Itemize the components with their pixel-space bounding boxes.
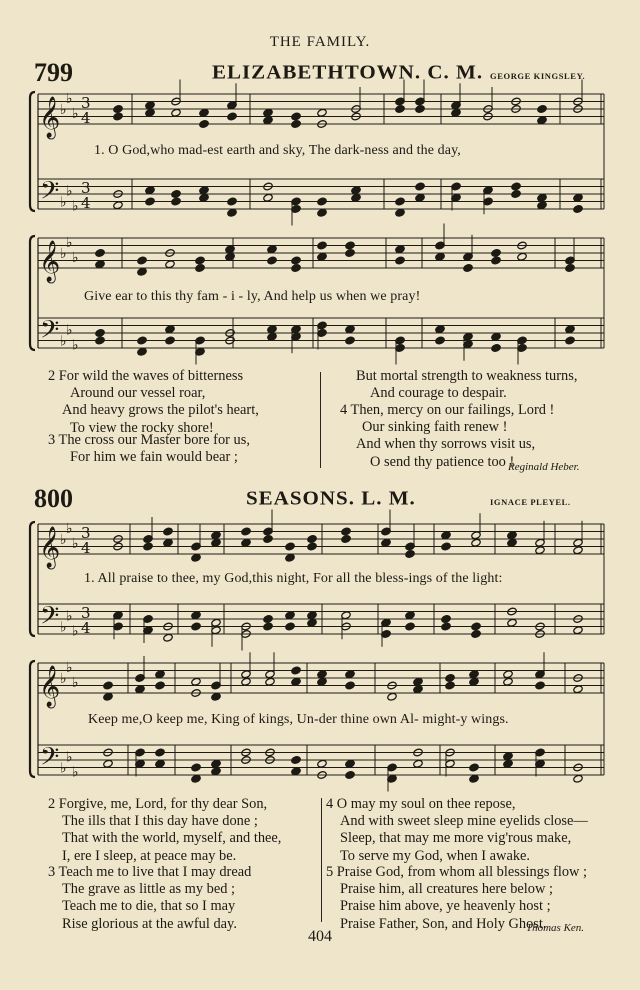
flat-icon: ♭ (66, 322, 73, 339)
flat-icon: ♭ (60, 532, 67, 548)
note-head (451, 108, 461, 117)
verse-line: Sleep, that may me more vig'rous make, (340, 830, 572, 847)
verse-stanza (326, 796, 588, 865)
bass-clef-icon: 𝄢 (40, 601, 60, 637)
note-head (195, 264, 205, 273)
author-credit: Reginald Heber. (508, 461, 580, 473)
lyric-line: 1. All praise to thee, my God,this night, For all the bless-ings of the light: (84, 571, 503, 586)
note-head (469, 763, 479, 772)
note-head (345, 249, 355, 258)
lyric-line: 1. O God,who mad-est earth and sky, The dark-ness and the day, (94, 143, 461, 158)
note-head (199, 186, 209, 195)
note-head (155, 748, 165, 757)
note-head (95, 249, 105, 258)
note-head (113, 112, 123, 121)
flat-icon: ♭ (60, 194, 67, 211)
note-head (103, 681, 113, 690)
flat-icon: ♭ (66, 659, 73, 676)
note-head (195, 256, 205, 265)
system-brace (30, 92, 35, 211)
note-head (95, 329, 105, 338)
note-head (155, 670, 165, 679)
flat-icon: ♭ (72, 198, 79, 215)
note-head (413, 677, 423, 686)
note-head (491, 344, 501, 353)
verse-line: The grave as little as my bed ; (62, 881, 236, 898)
note-head (565, 264, 575, 273)
note-head (199, 120, 209, 129)
note-head (171, 108, 181, 117)
treble-clef-icon: 𝄞 (39, 241, 61, 282)
verse-line: O send thy patience too ! (370, 453, 515, 470)
note-head (211, 767, 221, 776)
flat-icon: ♭ (60, 333, 67, 350)
note-head (307, 611, 317, 620)
verse-line: 2 For wild the waves of bitterness (48, 368, 244, 384)
note-head (241, 527, 251, 536)
note-head (191, 763, 201, 772)
note-head (345, 325, 355, 334)
flat-icon: ♭ (72, 337, 79, 354)
flat-icon: ♭ (72, 674, 79, 691)
note-head (263, 535, 273, 544)
flat-icon: ♭ (66, 183, 73, 200)
note-head (145, 108, 155, 117)
note-head (573, 546, 583, 555)
note-head (137, 336, 147, 345)
note-head (241, 538, 251, 547)
note-head (171, 197, 181, 206)
verse-line: 3 Teach me to live that I may dread (48, 864, 252, 880)
note-head (345, 771, 355, 780)
composer-name: GEORGE KINGSLEY. (490, 71, 586, 81)
verse-line: 5 Praise God, from whom all blessings flow ; (326, 864, 588, 880)
note-head (345, 681, 355, 690)
note-head (491, 332, 501, 341)
verse-line: To view the rocky shore! (70, 419, 214, 436)
note-head (435, 252, 445, 261)
note-head (387, 692, 397, 701)
note-head (165, 336, 175, 345)
verse-line: I, ere I sleep, at peace may be. (62, 847, 237, 864)
flat-icon: ♭ (66, 520, 73, 537)
note-head (211, 538, 221, 547)
note-head (565, 336, 575, 345)
note-head (291, 264, 301, 273)
note-head (503, 670, 513, 679)
note-head (573, 205, 583, 214)
note-head (435, 325, 445, 334)
verse-line: But mortal strength to weakness turns, (356, 368, 578, 384)
composer-name: IGNACE PLEYEL. (490, 497, 571, 507)
note-head (341, 527, 351, 536)
note-head (537, 201, 547, 210)
note-head (113, 201, 123, 210)
hymn-number: 799 (34, 58, 73, 87)
note-head (265, 677, 275, 686)
note-head (103, 692, 113, 701)
note-head (285, 622, 295, 631)
note-head (351, 193, 361, 202)
note-head (317, 252, 327, 261)
note-head (145, 197, 155, 206)
note-head (171, 190, 181, 199)
flat-icon: ♭ (72, 764, 79, 781)
note-head (469, 677, 479, 686)
note-head (191, 611, 201, 620)
note-head (405, 550, 415, 559)
flat-icon: ♭ (60, 671, 67, 687)
note-head (317, 208, 327, 217)
bass-clef-icon: 𝄢 (40, 315, 60, 351)
tune-title: ELIZABETHTOWN. C. M. (212, 60, 484, 84)
note-head (103, 759, 113, 768)
note-head (507, 531, 517, 540)
verse-line: And when thy sorrows visit us, (356, 436, 536, 453)
verse-line: Praise him, all creatures here below ; (340, 881, 553, 898)
note-head (405, 622, 415, 631)
verse-line: And courage to despair. (370, 385, 507, 402)
note-head (345, 670, 355, 679)
note-head (113, 105, 123, 114)
note-head (291, 666, 301, 675)
note-head (211, 692, 221, 701)
verse-line: Teach me to die, that so I may (62, 898, 236, 915)
note-head (405, 611, 415, 620)
note-head (415, 182, 425, 191)
note-head (471, 538, 481, 547)
time-signature: 4 (81, 539, 91, 557)
note-head (503, 759, 513, 768)
verse-line: To serve my God, when I awake. (340, 847, 531, 864)
flat-icon: ♭ (72, 249, 79, 266)
flat-icon: ♭ (72, 105, 79, 122)
note-head (137, 347, 147, 356)
time-signature: 4 (81, 194, 91, 212)
lyric-line: Give ear to this thy fam - i - ly, And help us when we pray! (84, 289, 421, 304)
note-head (395, 105, 405, 114)
note-head (199, 193, 209, 202)
note-head (95, 260, 105, 269)
flat-icon: ♭ (66, 608, 73, 625)
note-head (511, 182, 521, 191)
note-head (211, 759, 221, 768)
note-head (413, 759, 423, 768)
note-head (463, 264, 473, 273)
verse-line: That with the world, myself, and thee, (62, 830, 282, 847)
note-head (291, 767, 301, 776)
note-head (317, 108, 327, 117)
note-head (317, 241, 327, 250)
flat-icon: ♭ (60, 246, 67, 262)
note-head (199, 108, 209, 117)
time-signature: 4 (81, 109, 91, 127)
verse-line: 4 Then, mercy on our failings, Lord ! (340, 402, 555, 418)
note-head (565, 325, 575, 334)
verse-stanza (48, 796, 281, 865)
time-signature: 3 (81, 94, 91, 112)
note-head (285, 553, 295, 562)
note-head (345, 759, 355, 768)
note-head (445, 674, 455, 683)
time-signature: 3 (81, 604, 91, 622)
note-head (351, 186, 361, 195)
flat-icon: ♭ (60, 619, 67, 636)
note-head (291, 677, 301, 686)
note-head (227, 208, 237, 217)
note-head (317, 759, 327, 768)
note-head (317, 677, 327, 686)
note-head (395, 256, 405, 265)
note-head (517, 252, 527, 261)
note-head (285, 611, 295, 620)
note-head (241, 677, 251, 686)
note-head (395, 208, 405, 217)
note-head (395, 245, 405, 254)
verse-line: Praise him above, ye heavenly host ; (340, 898, 551, 915)
note-head (165, 325, 175, 334)
note-head (227, 197, 237, 206)
note-head (163, 527, 173, 536)
note-head (307, 535, 317, 544)
flat-icon: ♭ (72, 535, 79, 552)
note-head (263, 116, 273, 125)
note-head (137, 267, 147, 276)
treble-clef-icon: 𝄞 (39, 666, 61, 707)
note-head (573, 774, 583, 783)
note-head (163, 633, 173, 642)
note-head (537, 193, 547, 202)
verse-line: 2 Forgive, me, Lord, for thy dear Son, (48, 796, 268, 812)
note-head (155, 759, 165, 768)
verse-stanza (48, 864, 251, 933)
bass-clef-icon: 𝄢 (40, 742, 60, 778)
note-head (191, 774, 201, 783)
verse-line: Praise Father, Son, and Holy Ghost. (340, 915, 547, 932)
treble-clef-icon: 𝄞 (39, 527, 61, 568)
note-head (507, 538, 517, 547)
note-head (267, 245, 277, 254)
flat-icon: ♭ (60, 102, 67, 118)
note-head (307, 618, 317, 627)
note-head (145, 101, 155, 110)
note-head (537, 116, 547, 125)
system-brace (30, 236, 35, 350)
note-head (471, 630, 481, 639)
note-head (291, 112, 301, 121)
note-head (291, 256, 301, 265)
note-head (267, 325, 277, 334)
note-head (381, 538, 391, 547)
tune-title: SEASONS. L. M. (246, 486, 416, 510)
note-head (469, 670, 479, 679)
note-head (503, 752, 513, 761)
note-head (503, 677, 513, 686)
note-head (285, 542, 295, 551)
verse-line: For him we fain would bear ; (70, 449, 238, 466)
verse-line: 4 O may my soul on thee repose, (326, 796, 516, 812)
note-head (415, 105, 425, 114)
note-head (263, 193, 273, 202)
note-head (537, 105, 547, 114)
note-head (307, 542, 317, 551)
note-head (535, 681, 545, 690)
note-head (345, 241, 355, 250)
flat-icon: ♭ (72, 623, 79, 640)
note-head (535, 546, 545, 555)
flat-icon: ♭ (60, 760, 67, 777)
note-head (471, 622, 481, 631)
note-head (137, 256, 147, 265)
note-head (191, 553, 201, 562)
note-head (291, 120, 301, 129)
note-head (415, 193, 425, 202)
time-signature: 3 (81, 179, 91, 197)
note-head (191, 622, 201, 631)
note-head (317, 670, 327, 679)
treble-clef-icon: 𝄞 (39, 97, 61, 138)
note-head (225, 245, 235, 254)
note-head (95, 336, 105, 345)
note-head (413, 685, 423, 694)
note-head (227, 112, 237, 121)
verse-line: Rise glorious at the awful day. (62, 915, 237, 932)
note-head (225, 252, 235, 261)
time-signature: 3 (81, 524, 91, 542)
note-head (573, 193, 583, 202)
note-head (441, 622, 451, 631)
verse-line: 3 The cross our Master bore for us, (48, 432, 250, 448)
note-head (145, 186, 155, 195)
column-divider (321, 798, 322, 922)
note-head (435, 336, 445, 345)
note-head (163, 538, 173, 547)
note-head (291, 756, 301, 765)
note-head (345, 336, 355, 345)
note-head (441, 531, 451, 540)
note-head (507, 618, 517, 627)
lyric-line: Keep me,O keep me, King of kings, Un-der thine own Al- might-y wings. (88, 712, 509, 727)
author-credit: Thomas Ken. (526, 922, 585, 934)
note-head (441, 615, 451, 624)
note-head (191, 677, 201, 686)
verse-line: The ills that I this day have done ; (62, 813, 258, 830)
bass-clef-icon: 𝄢 (40, 176, 60, 212)
verse-stanza (48, 432, 250, 466)
note-head (573, 685, 583, 694)
note-head (267, 256, 277, 265)
note-head (395, 197, 405, 206)
note-head (445, 681, 455, 690)
hymn-number: 800 (34, 484, 73, 513)
verse-stanza (356, 368, 577, 402)
note-head (267, 332, 277, 341)
flat-icon: ♭ (66, 234, 73, 251)
note-head (263, 622, 273, 631)
system-brace (30, 661, 35, 777)
note-head (263, 615, 273, 624)
note-head (341, 535, 351, 544)
verse-stanza (48, 368, 259, 437)
note-head (263, 108, 273, 117)
note-head (573, 626, 583, 635)
note-head (317, 197, 327, 206)
note-head (441, 542, 451, 551)
verse-line: Our sinking faith renew ! (362, 419, 508, 436)
note-head (491, 249, 501, 258)
flat-icon: ♭ (66, 749, 73, 766)
note-head (491, 256, 501, 265)
note-head (211, 531, 221, 540)
column-divider (320, 372, 321, 468)
note-head (165, 260, 175, 269)
note-head (155, 681, 165, 690)
time-signature: 4 (81, 619, 91, 637)
note-head (143, 542, 153, 551)
system-brace (30, 522, 35, 636)
flat-icon: ♭ (66, 90, 73, 107)
page-number: 404 (308, 928, 332, 945)
verse-line: Around our vessel roar, (70, 385, 206, 402)
note-head (511, 190, 521, 199)
section-title: THE FAMILY. (269, 34, 371, 50)
verse-line: And with sweet sleep mine eyelids close— (340, 813, 588, 830)
verse-line: And heavy grows the pilot's heart, (62, 402, 259, 419)
note-head (135, 685, 145, 694)
note-head (469, 774, 479, 783)
